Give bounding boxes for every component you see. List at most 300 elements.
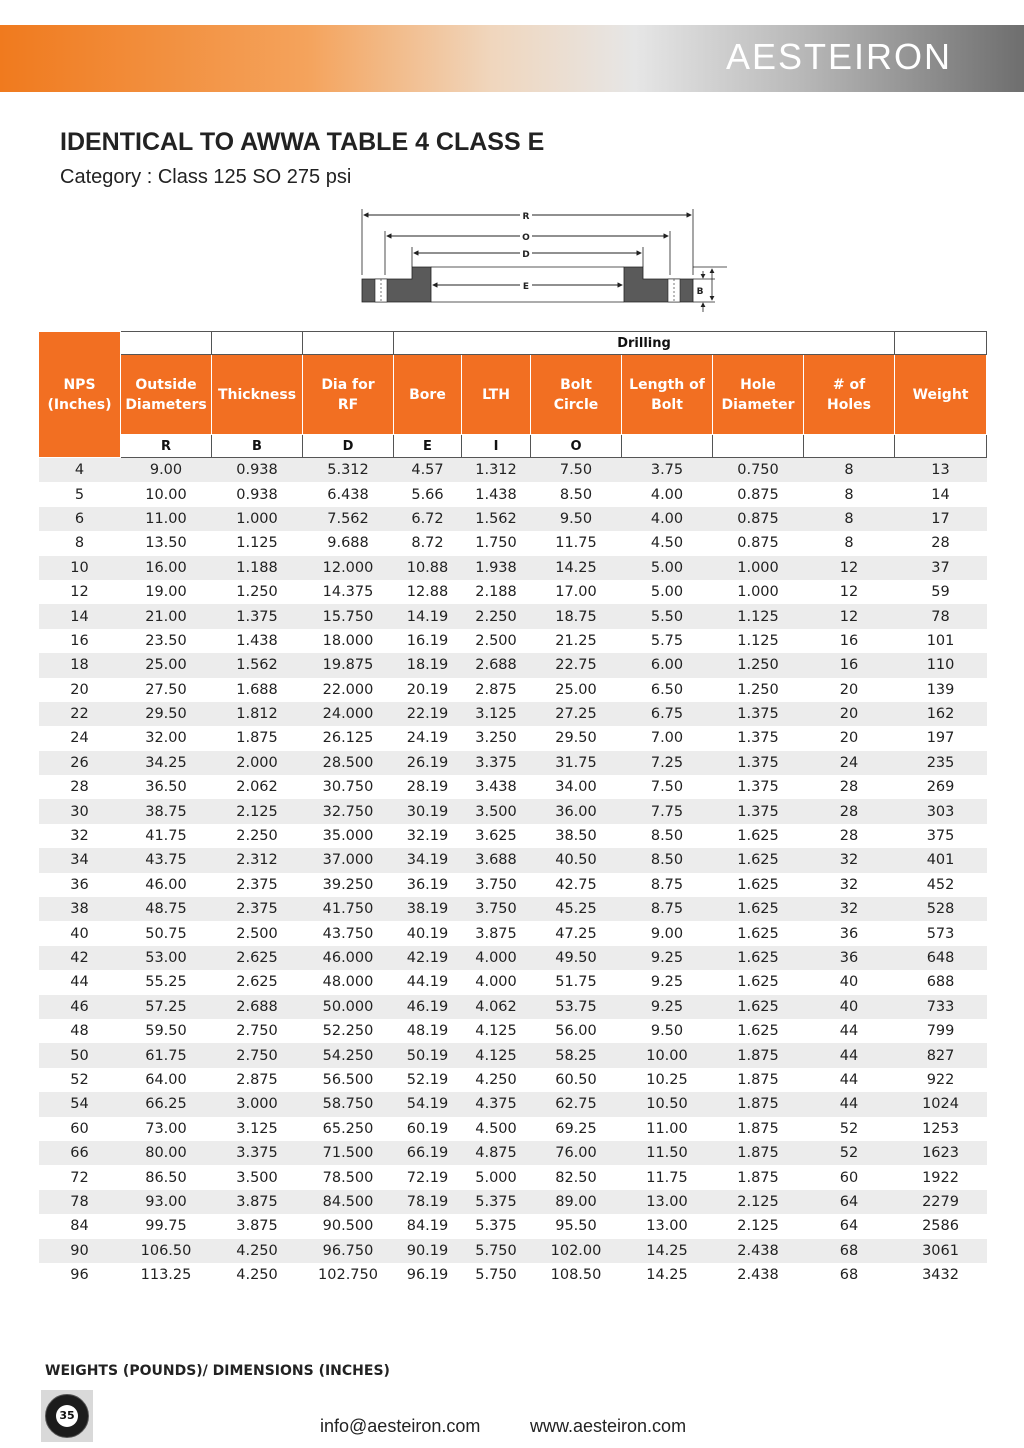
table-cell: 48.19 <box>394 1019 462 1043</box>
table-cell: 49.50 <box>531 946 622 970</box>
table-cell: 1.375 <box>212 604 303 628</box>
table-cell: 55.25 <box>121 970 212 994</box>
table-cell: 9.00 <box>121 458 212 483</box>
table-cell: 84.19 <box>394 1214 462 1238</box>
table-cell: 28.500 <box>303 751 394 775</box>
table-cell: 14.25 <box>622 1239 713 1263</box>
table-cell: 2.250 <box>462 604 531 628</box>
table-cell: 10 <box>39 556 121 580</box>
table-cell: 1.250 <box>212 580 303 604</box>
units-note: WEIGHTS (POUNDS)/ DIMENSIONS (INCHES) <box>45 1363 390 1379</box>
table-cell: 1.625 <box>713 897 804 921</box>
table-cell: 6.72 <box>394 507 462 531</box>
table-row <box>39 1190 987 1214</box>
table-cell: 82.50 <box>531 1165 622 1189</box>
table-cell: 51.75 <box>531 970 622 994</box>
brand-logo: AESTEIRON <box>725 36 952 77</box>
table-cell: 12 <box>804 580 895 604</box>
table-cell: 8 <box>804 458 895 483</box>
table-cell: 106.50 <box>121 1239 212 1263</box>
column-symbol <box>895 435 987 458</box>
table-cell: 7.75 <box>622 799 713 823</box>
table-cell: 44 <box>804 1019 895 1043</box>
table-row <box>39 1043 987 1067</box>
table-cell: 8.75 <box>622 873 713 897</box>
table-row <box>39 751 987 775</box>
table-cell: 17.00 <box>531 580 622 604</box>
table-cell: 20 <box>804 726 895 750</box>
column-header: Bolt Circle <box>531 355 622 435</box>
table-cell: 12 <box>804 604 895 628</box>
table-cell: 36 <box>804 946 895 970</box>
table-cell: 4.57 <box>394 458 462 483</box>
table-cell: 1.000 <box>713 556 804 580</box>
table-cell: 32 <box>804 848 895 872</box>
table-cell: 1.375 <box>713 775 804 799</box>
table-cell: 1.875 <box>713 1043 804 1067</box>
table-row <box>39 873 987 897</box>
table-cell: 2586 <box>895 1214 987 1238</box>
table-cell: 69.25 <box>531 1117 622 1141</box>
table-cell: 0.750 <box>713 458 804 483</box>
table-cell: 1.125 <box>212 531 303 555</box>
table-cell: 4 <box>39 458 121 483</box>
table-cell: 2.125 <box>212 799 303 823</box>
table-cell: 2.250 <box>212 824 303 848</box>
table-cell: 827 <box>895 1043 987 1067</box>
column-header-nps: NPS (Inches) <box>39 332 121 458</box>
table-cell: 3.625 <box>462 824 531 848</box>
table-cell: 46.00 <box>121 873 212 897</box>
table-cell: 46 <box>39 995 121 1019</box>
table-cell: 22 <box>39 702 121 726</box>
table-cell: 4.500 <box>462 1117 531 1141</box>
table-cell: 1.375 <box>713 799 804 823</box>
table-cell: 1.125 <box>713 604 804 628</box>
table-cell: 68 <box>804 1239 895 1263</box>
table-cell: 44 <box>39 970 121 994</box>
table-cell: 27.50 <box>121 678 212 702</box>
table-cell: 452 <box>895 873 987 897</box>
table-cell: 688 <box>895 970 987 994</box>
table-cell: 10.25 <box>622 1068 713 1092</box>
table-row <box>39 1117 987 1141</box>
table-cell: 14 <box>39 604 121 628</box>
table-cell: 108.50 <box>531 1263 622 1287</box>
table-cell: 1.562 <box>212 653 303 677</box>
table-cell: 52.250 <box>303 1019 394 1043</box>
table-cell: 12 <box>39 580 121 604</box>
table-cell: 4.000 <box>462 946 531 970</box>
website-link[interactable]: www.aesteiron.com <box>530 1416 687 1436</box>
table-cell: 0.875 <box>713 482 804 506</box>
table-cell: 8.50 <box>622 848 713 872</box>
table-cell: 53.00 <box>121 946 212 970</box>
column-header: Hole Diameter <box>713 355 804 435</box>
column-symbol <box>804 435 895 458</box>
column-symbol: I <box>462 435 531 458</box>
table-cell: 65.250 <box>303 1117 394 1141</box>
table-cell: 22.19 <box>394 702 462 726</box>
table-cell: 18.000 <box>303 629 394 653</box>
table-cell: 0.875 <box>713 507 804 531</box>
table-cell: 8 <box>804 507 895 531</box>
table-cell: 14.375 <box>303 580 394 604</box>
table-cell: 375 <box>895 824 987 848</box>
table-cell: 28 <box>895 531 987 555</box>
table-row <box>39 1263 987 1287</box>
table-cell: 1922 <box>895 1165 987 1189</box>
table-cell: 1.938 <box>462 556 531 580</box>
column-symbol <box>713 435 804 458</box>
table-cell: 2.000 <box>212 751 303 775</box>
table-cell: 50.000 <box>303 995 394 1019</box>
table-cell: 26.125 <box>303 726 394 750</box>
table-cell: 1.625 <box>713 946 804 970</box>
table-cell: 5.312 <box>303 458 394 483</box>
table-cell: 14 <box>895 482 987 506</box>
table-cell: 1.125 <box>713 629 804 653</box>
table-cell: 3.250 <box>462 726 531 750</box>
table-cell: 2.875 <box>462 678 531 702</box>
table-row <box>39 946 987 970</box>
table-cell: 46.000 <box>303 946 394 970</box>
table-row <box>39 995 987 1019</box>
table-cell: 43.75 <box>121 848 212 872</box>
table-cell: 8 <box>39 531 121 555</box>
table-cell: 2.312 <box>212 848 303 872</box>
table-cell: 4.250 <box>462 1068 531 1092</box>
table-cell: 17 <box>895 507 987 531</box>
table-cell: 37 <box>895 556 987 580</box>
table-cell: 18.75 <box>531 604 622 628</box>
table-cell: 733 <box>895 995 987 1019</box>
table-cell: 1.625 <box>713 1019 804 1043</box>
table-row <box>39 1165 987 1189</box>
table-cell: 2279 <box>895 1190 987 1214</box>
table-cell: 50 <box>39 1043 121 1067</box>
table-cell: 1.438 <box>212 629 303 653</box>
table-cell: 9.25 <box>622 995 713 1019</box>
table-cell: 96.750 <box>303 1239 394 1263</box>
table-cell: 54.19 <box>394 1092 462 1116</box>
table-cell: 36 <box>39 873 121 897</box>
table-row <box>39 702 987 726</box>
table-cell: 197 <box>895 726 987 750</box>
table-cell: 3.875 <box>462 921 531 945</box>
table-cell: 1623 <box>895 1141 987 1165</box>
table-cell: 4.000 <box>462 970 531 994</box>
table-cell: 16.19 <box>394 629 462 653</box>
table-cell: 72 <box>39 1165 121 1189</box>
table-cell: 84 <box>39 1214 121 1238</box>
table-cell: 5.750 <box>462 1263 531 1287</box>
flange-diagram <box>355 205 735 320</box>
table-cell: 14.25 <box>622 1263 713 1287</box>
table-cell: 401 <box>895 848 987 872</box>
table-cell: 24.19 <box>394 726 462 750</box>
table-row <box>39 507 987 531</box>
table-cell: 139 <box>895 678 987 702</box>
table-cell: 10.50 <box>622 1092 713 1116</box>
table-cell: 0.938 <box>212 482 303 506</box>
table-cell: 72.19 <box>394 1165 462 1189</box>
table-cell: 5.66 <box>394 482 462 506</box>
table-row <box>39 604 987 628</box>
table-cell: 56.500 <box>303 1068 394 1092</box>
table-cell: 16 <box>804 653 895 677</box>
table-cell: 42 <box>39 946 121 970</box>
table-cell: 1.250 <box>713 678 804 702</box>
table-cell: 3.125 <box>462 702 531 726</box>
table-cell: 3.75 <box>622 458 713 483</box>
table-cell: 84.500 <box>303 1190 394 1214</box>
table-cell: 12.000 <box>303 556 394 580</box>
table-cell: 90 <box>39 1239 121 1263</box>
table-cell: 8 <box>804 482 895 506</box>
table-cell: 22.75 <box>531 653 622 677</box>
table-cell: 20 <box>39 678 121 702</box>
table-cell: 1.000 <box>713 580 804 604</box>
drilling-group-header: Drilling <box>394 332 895 355</box>
table-cell: 14.25 <box>531 556 622 580</box>
table-cell: 7.562 <box>303 507 394 531</box>
table-cell: 78 <box>895 604 987 628</box>
table-cell: 1.875 <box>713 1092 804 1116</box>
table-row <box>39 897 987 921</box>
table-cell: 3.375 <box>462 751 531 775</box>
table-cell: 2.625 <box>212 970 303 994</box>
table-cell: 4.875 <box>462 1141 531 1165</box>
table-cell: 5.00 <box>622 556 713 580</box>
table-row <box>39 482 987 506</box>
table-cell: 68 <box>804 1263 895 1287</box>
table-cell: 528 <box>895 897 987 921</box>
page-number-badge <box>41 1390 93 1442</box>
table-cell: 57.25 <box>121 995 212 1019</box>
table-cell: 40.50 <box>531 848 622 872</box>
table-cell: 21.25 <box>531 629 622 653</box>
column-header: Length of Bolt <box>622 355 713 435</box>
column-symbol <box>622 435 713 458</box>
table-cell: 3.750 <box>462 873 531 897</box>
table-cell: 28 <box>804 775 895 799</box>
table-cell: 2.688 <box>212 995 303 1019</box>
table-cell: 7.00 <box>622 726 713 750</box>
table-cell: 28.19 <box>394 775 462 799</box>
table-cell: 38.50 <box>531 824 622 848</box>
table-cell: 5.000 <box>462 1165 531 1189</box>
table-cell: 1253 <box>895 1117 987 1141</box>
table-cell: 2.438 <box>713 1239 804 1263</box>
table-cell: 42.75 <box>531 873 622 897</box>
table-cell: 44 <box>804 1068 895 1092</box>
table-cell: 1.625 <box>713 921 804 945</box>
table-row <box>39 775 987 799</box>
table-cell: 52 <box>39 1068 121 1092</box>
table-cell: 10.00 <box>121 482 212 506</box>
table-cell: 5.375 <box>462 1214 531 1238</box>
column-header: Bore <box>394 355 462 435</box>
table-row <box>39 726 987 750</box>
table-cell: 40 <box>804 995 895 1019</box>
table-cell: 44.19 <box>394 970 462 994</box>
table-cell: 64.00 <box>121 1068 212 1092</box>
table-row <box>39 678 987 702</box>
table-cell: 60 <box>39 1117 121 1141</box>
table-cell: 4.50 <box>622 531 713 555</box>
table-cell: 40.19 <box>394 921 462 945</box>
table-cell: 32.00 <box>121 726 212 750</box>
table-cell: 8.50 <box>531 482 622 506</box>
table-cell: 3.125 <box>212 1117 303 1141</box>
table-cell: 2.500 <box>212 921 303 945</box>
table-row <box>39 1068 987 1092</box>
table-cell: 12.88 <box>394 580 462 604</box>
table-cell: 0.938 <box>212 458 303 483</box>
table-cell: 113.25 <box>121 1263 212 1287</box>
table-row <box>39 848 987 872</box>
table-cell: 1.375 <box>713 726 804 750</box>
table-cell: 13 <box>895 458 987 483</box>
table-cell: 13.00 <box>622 1214 713 1238</box>
table-cell: 36 <box>804 921 895 945</box>
table-cell: 99.75 <box>121 1214 212 1238</box>
table-cell: 4.125 <box>462 1019 531 1043</box>
table-cell: 3.375 <box>212 1141 303 1165</box>
table-cell: 1.875 <box>713 1141 804 1165</box>
table-cell: 20 <box>804 702 895 726</box>
table-cell: 1.375 <box>713 702 804 726</box>
table-cell: 78.19 <box>394 1190 462 1214</box>
table-cell: 8.72 <box>394 531 462 555</box>
table-cell: 59.50 <box>121 1019 212 1043</box>
table-cell: 1.875 <box>713 1117 804 1141</box>
table-cell: 66 <box>39 1141 121 1165</box>
table-cell: 80.00 <box>121 1141 212 1165</box>
table-cell: 71.500 <box>303 1141 394 1165</box>
table-cell: 60.19 <box>394 1117 462 1141</box>
table-cell: 58.750 <box>303 1092 394 1116</box>
table-cell: 9.00 <box>622 921 713 945</box>
table-cell: 48.000 <box>303 970 394 994</box>
table-cell: 59 <box>895 580 987 604</box>
table-cell: 4.250 <box>212 1239 303 1263</box>
table-cell: 1.438 <box>462 482 531 506</box>
table-cell: 93.00 <box>121 1190 212 1214</box>
table-cell: 5.50 <box>622 604 713 628</box>
table-cell: 1.375 <box>713 751 804 775</box>
table-cell: 86.50 <box>121 1165 212 1189</box>
table-cell: 1.875 <box>212 726 303 750</box>
table-row <box>39 921 987 945</box>
table-cell: 2.125 <box>713 1190 804 1214</box>
table-cell: 30.19 <box>394 799 462 823</box>
table-cell: 53.75 <box>531 995 622 1019</box>
table-cell: 52.19 <box>394 1068 462 1092</box>
table-cell: 34 <box>39 848 121 872</box>
table-cell: 7.50 <box>622 775 713 799</box>
table-cell: 22.000 <box>303 678 394 702</box>
table-cell: 0.875 <box>713 531 804 555</box>
table-cell: 6.50 <box>622 678 713 702</box>
table-cell: 6.75 <box>622 702 713 726</box>
table-cell: 922 <box>895 1068 987 1092</box>
table-cell: 18.19 <box>394 653 462 677</box>
table-cell: 20 <box>804 678 895 702</box>
table-cell: 25.00 <box>121 653 212 677</box>
table-row <box>39 799 987 823</box>
table-cell: 73.00 <box>121 1117 212 1141</box>
table-cell: 2.438 <box>713 1263 804 1287</box>
table-cell: 3.875 <box>212 1214 303 1238</box>
table-cell: 3.688 <box>462 848 531 872</box>
table-cell: 90.500 <box>303 1214 394 1238</box>
table-cell: 7.25 <box>622 751 713 775</box>
table-cell: 11.50 <box>622 1141 713 1165</box>
table-cell: 10.00 <box>622 1043 713 1067</box>
table-cell: 28 <box>39 775 121 799</box>
table-cell: 38 <box>39 897 121 921</box>
table-cell: 4.375 <box>462 1092 531 1116</box>
table-row <box>39 824 987 848</box>
table-cell: 50.19 <box>394 1043 462 1067</box>
column-header: LTH <box>462 355 531 435</box>
table-cell: 32.750 <box>303 799 394 823</box>
table-cell: 35.000 <box>303 824 394 848</box>
table-cell: 47.25 <box>531 921 622 945</box>
table-cell: 5.375 <box>462 1190 531 1214</box>
table-cell: 46.19 <box>394 995 462 1019</box>
table-cell: 2.375 <box>212 897 303 921</box>
table-cell: 3.750 <box>462 897 531 921</box>
table-cell: 14.19 <box>394 604 462 628</box>
table-cell: 3.438 <box>462 775 531 799</box>
table-row <box>39 1239 987 1263</box>
table-cell: 5.750 <box>462 1239 531 1263</box>
table-cell: 16 <box>804 629 895 653</box>
diagram-label-o: O <box>522 233 530 243</box>
page-number-icon <box>45 1394 89 1438</box>
table-cell: 3061 <box>895 1239 987 1263</box>
table-cell: 52 <box>804 1117 895 1141</box>
table-cell: 28 <box>804 799 895 823</box>
table-cell: 4.125 <box>462 1043 531 1067</box>
table-cell: 38.19 <box>394 897 462 921</box>
table-cell: 2.875 <box>212 1068 303 1092</box>
table-cell: 16.00 <box>121 556 212 580</box>
table-cell: 90.19 <box>394 1239 462 1263</box>
table-cell: 9.50 <box>622 1019 713 1043</box>
table-cell: 24.000 <box>303 702 394 726</box>
table-cell: 7.50 <box>531 458 622 483</box>
column-header: Weight <box>895 355 987 435</box>
email-link[interactable]: info@aesteiron.com <box>320 1416 481 1436</box>
table-cell: 3.500 <box>462 799 531 823</box>
table-cell: 8.50 <box>622 824 713 848</box>
table-cell: 1.000 <box>212 507 303 531</box>
table-cell: 1.875 <box>713 1165 804 1189</box>
table-cell: 1.812 <box>212 702 303 726</box>
table-row <box>39 556 987 580</box>
table-cell: 20.19 <box>394 678 462 702</box>
table-cell: 269 <box>895 775 987 799</box>
table-cell: 101 <box>895 629 987 653</box>
table-cell: 30.750 <box>303 775 394 799</box>
diagram-label-b: B <box>696 287 704 297</box>
table-cell: 110 <box>895 653 987 677</box>
table-cell: 60.50 <box>531 1068 622 1092</box>
